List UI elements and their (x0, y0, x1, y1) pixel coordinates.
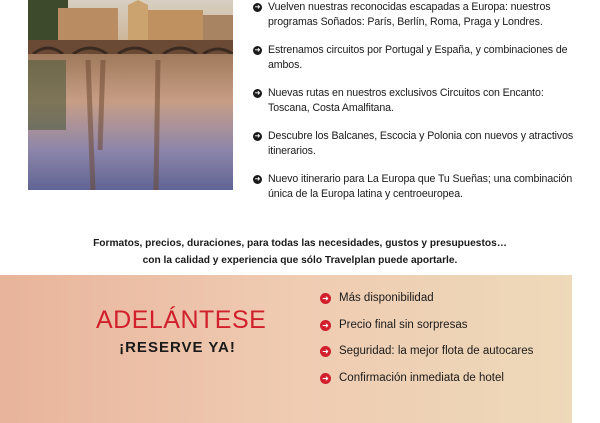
arrow-right-icon: ➜ (320, 293, 331, 304)
benefit-text: Precio final sin sorpresas (339, 318, 468, 331)
tagline-line-1: Formatos, precios, duraciones, para todas las necesidades, gustos y presupuestos… (93, 238, 507, 249)
list-item (253, 172, 583, 202)
tagline (0, 235, 600, 269)
list-item (253, 0, 583, 30)
benefit-text: Más disponibilidad (339, 292, 434, 304)
arrow-right-icon: ➜ (254, 47, 261, 54)
feature-text: Descubre los Balcanes, Escocia y Polonia con nuevos y atractivos itinerarios. (268, 130, 574, 157)
list-item (320, 370, 533, 387)
feature-text: Estrenamos circuitos por Portugal y España, y combinaciones de ambos. (268, 44, 568, 71)
arrow-right-icon: ➜ (254, 176, 261, 183)
feature-text: Nuevo itinerario para La Europa que Tu Sueñas; una combinación única de la Europa latina y centroeuropea. (268, 173, 573, 200)
list-item (253, 86, 583, 116)
arrow-right-icon: ➜ (254, 90, 261, 97)
list-item (320, 290, 533, 307)
benefit-text: Seguridad: la mejor flota de autocares (339, 345, 534, 357)
promo-subhead: ¡RESERVE YA! (119, 339, 236, 356)
arrow-right-icon: ➜ (254, 4, 261, 11)
feature-text: Nuevas rutas en nuestros exclusivos Circuitos con Encanto: Toscana, Costa Amalfitana. (268, 87, 544, 114)
benefit-text: Confirmación inmediata de hotel (339, 371, 504, 384)
list-item (320, 317, 533, 334)
tagline-line-2: con la calidad y experiencia que sólo Travelplan puede aportarle. (142, 255, 458, 266)
features-list (253, 0, 583, 215)
prague-bridge-photo (28, 0, 233, 190)
list-item (253, 129, 583, 159)
list-item (253, 43, 583, 73)
city-bridge-illustration (28, 0, 233, 190)
arrow-right-icon: ➜ (254, 133, 261, 140)
arrow-right-icon: ➜ (320, 346, 331, 357)
list-item (320, 343, 533, 360)
promo-headline: ADELÁNTESE (96, 306, 267, 334)
arrow-right-icon: ➜ (320, 320, 331, 331)
benefits-list (320, 290, 533, 396)
arrow-right-icon: ➜ (320, 373, 331, 384)
feature-text: Vuelven nuestras reconocidas escapadas a Europa: nuestros programas Soñados: París, Berlín, Roma, Praga y Londres. (268, 1, 551, 28)
